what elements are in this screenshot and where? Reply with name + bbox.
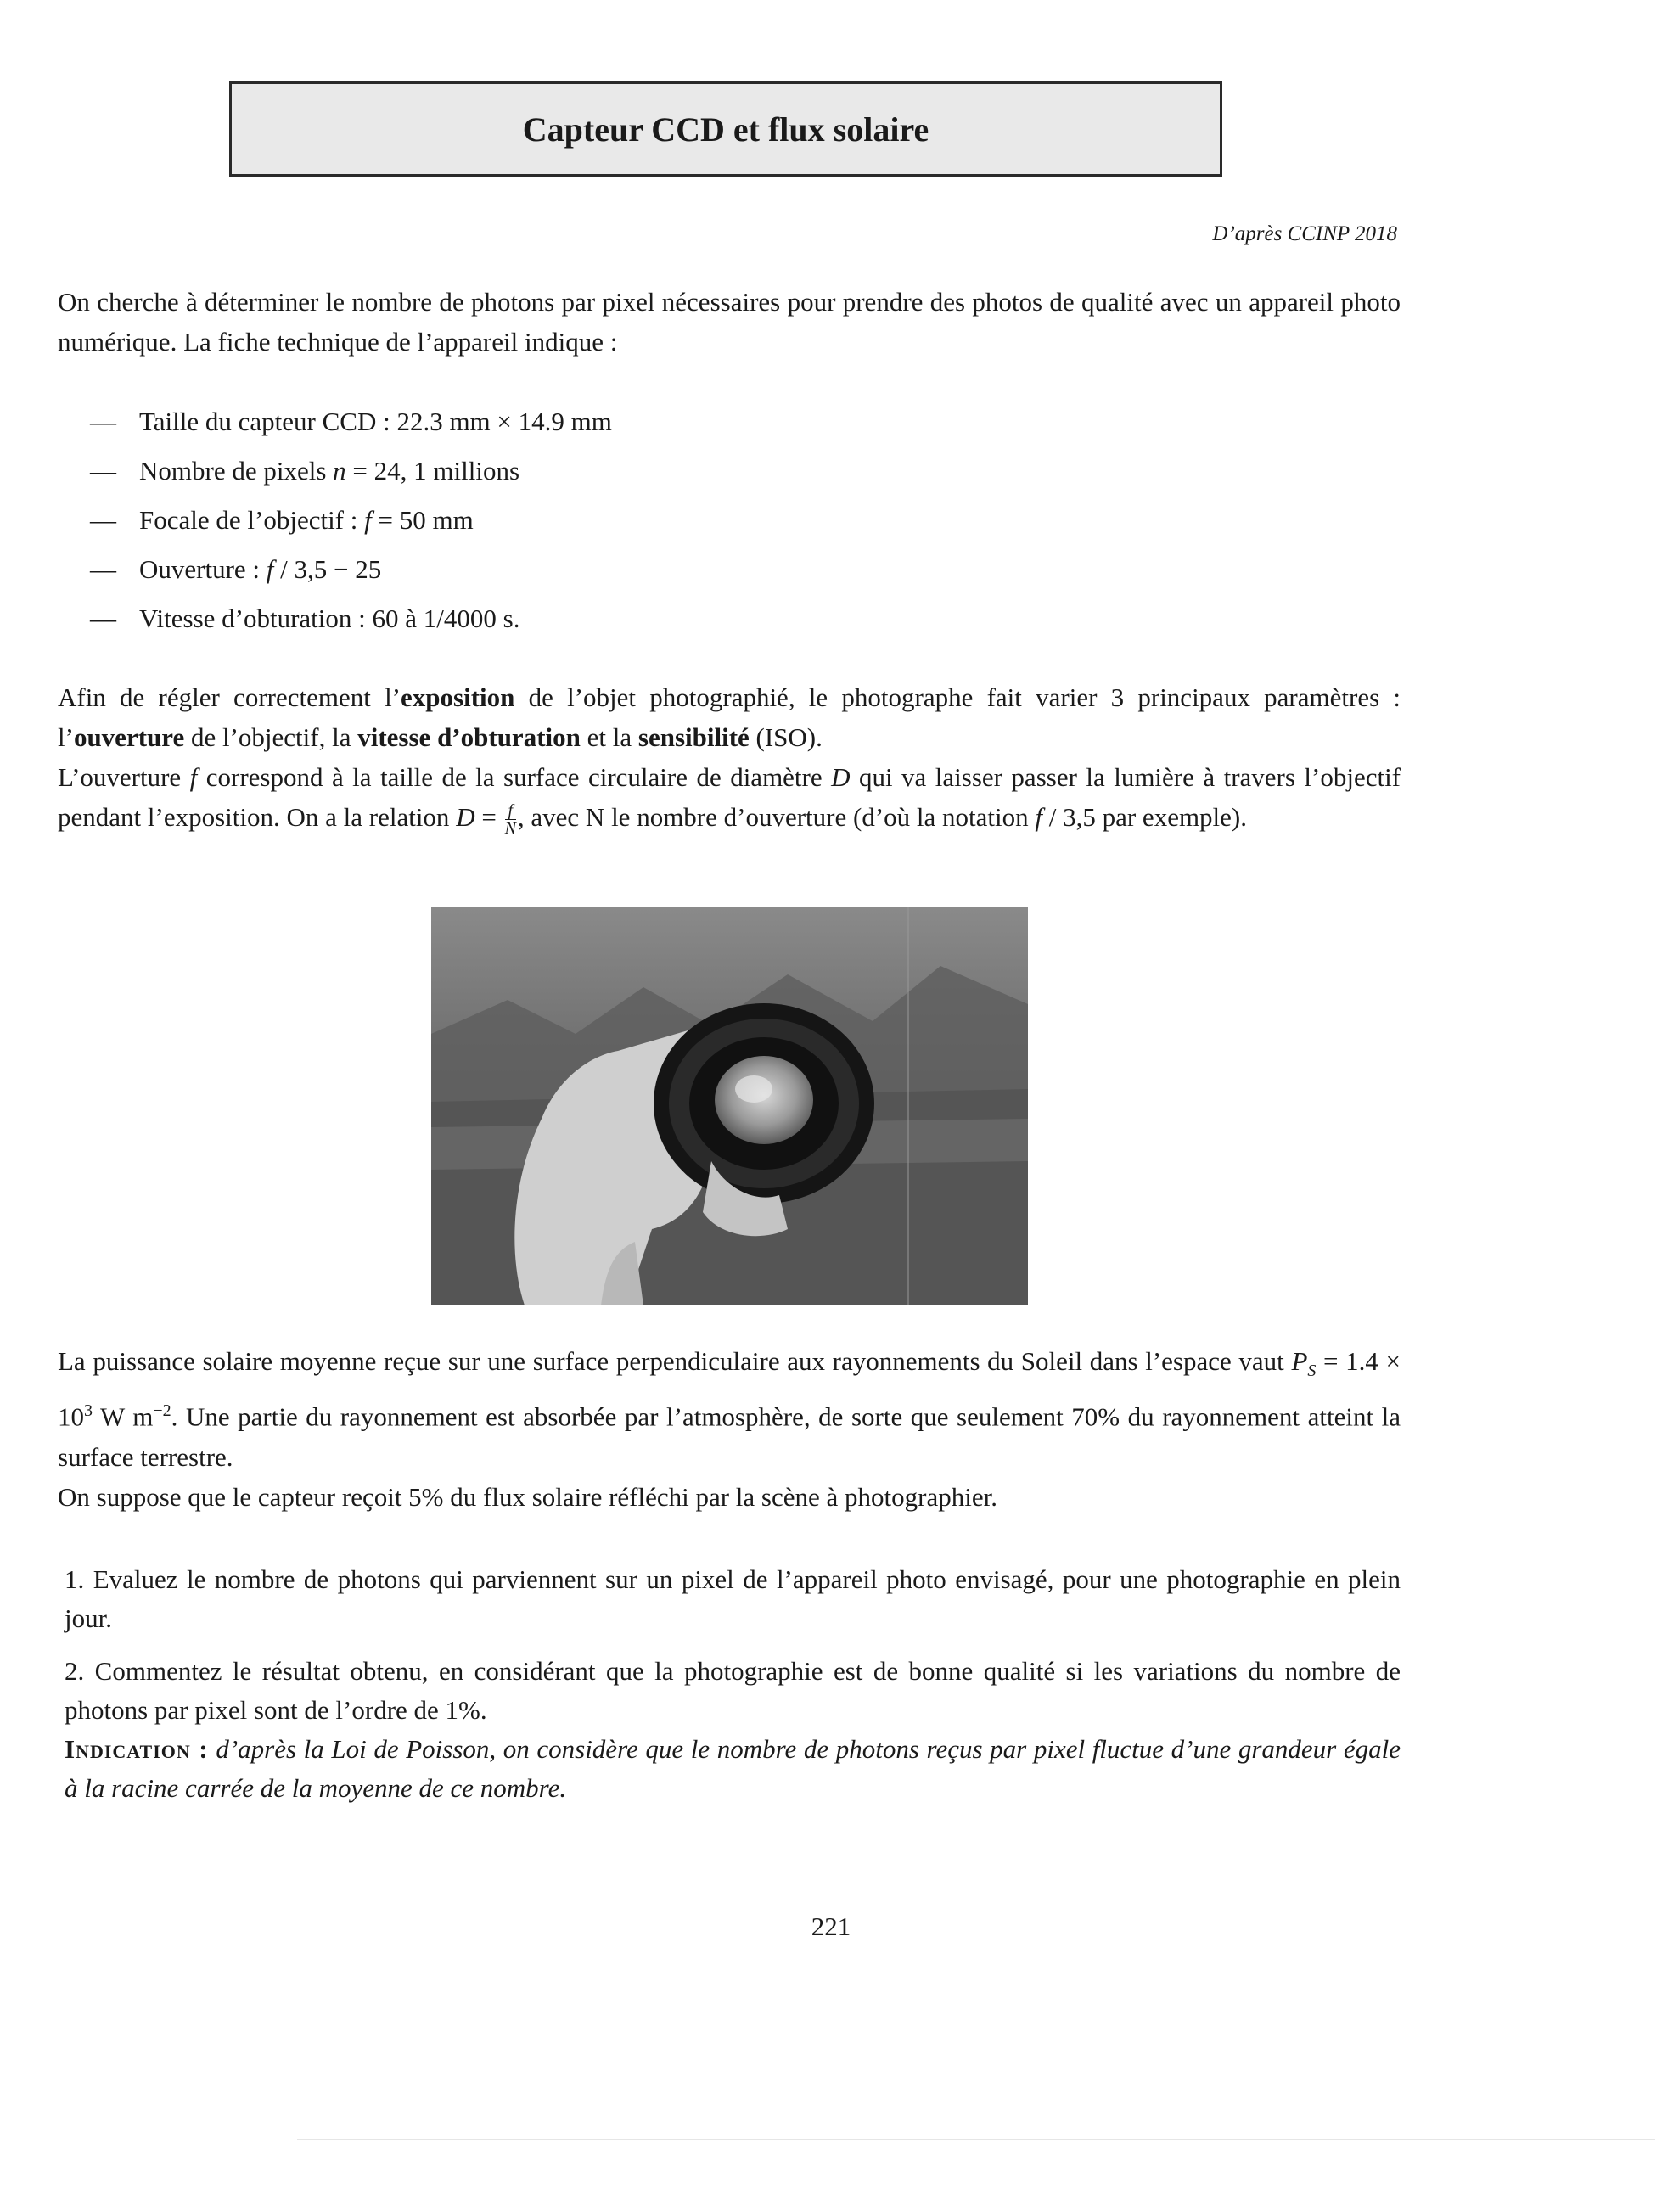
exposure-sentence-2: L’ouverture f correspond à la taille de la surface circulaire de diamètre D qui va laisser passer la lumière à travers l’objectif pendant l’exposition. On a la relation D = $\frac{f}{N}$ , avec N le nombre d’ouverture (d’où la notation f / 3,5 par exemple).: [58, 762, 1401, 839]
question-1: 1. Evaluez le nombre de photons qui parviennent sur un pixel de l’appareil photo envisagé, pour une photographie en plein jour.: [65, 1564, 1401, 1633]
spec-aperture: — Ouverture : f / 3,5 − 25: [90, 554, 382, 584]
spec-focal: — Focale de l’objectif : f = 50 mm: [90, 505, 474, 535]
spec-shutter: — Vitesse d’obturation : 60 à 1/4000 s.: [90, 604, 520, 633]
solar-paragraph: La puissance solaire moyenne reçue sur une surface perpendiculaire aux rayonnements du Soleil dans l’espace vaut $P_S = 1.4 \times 10^3$ W $m^{-2}$. Une partie du rayonnement est absorbée par l’atmosphère, de sorte que seulement 70% du rayonnement atteint la surface terrestre. On suppose que le capteur reçoit 5% du flux solaire réfléchi par la scène à photographier.: [58, 1346, 1401, 1512]
fraction-f-over-n: $\frac{f}{N}$: [504, 801, 516, 839]
exposure-paragraph: [58, 677, 1401, 837]
title-box: [229, 81, 1222, 177]
lens-photo: [431, 907, 1028, 1305]
page-number: 221: [811, 1912, 851, 1941]
footer-rule: [297, 2139, 1655, 2140]
exposure-sentence-1: Afin de régler correctement l’exposition de l’objet photographié, le photographe fait varier 3 principaux paramètres : l’ouverture de l’objectif, la vitesse d’obturation et la sensibilité (ISO).: [58, 682, 1401, 752]
lens-photo-illustration: [431, 907, 1028, 1305]
indication-text: d’après la Loi de Poisson, on considère que le nombre de photons reçus par pixel fluctue d’une grandeur égale à la racine carrée de la moyenne de ce nombre.: [65, 1734, 1401, 1803]
spec-sensor: — Taille du capteur CCD : 22.3 mm × 14.9 mm: [90, 407, 612, 436]
ps-symbol: $P_S$: [1291, 1346, 1317, 1381]
source-reference: D’après CCINP 2018: [1212, 222, 1397, 245]
indication-label: Indication :: [65, 1734, 209, 1764]
spec-list: [90, 397, 612, 643]
question-2: 2. Commentez le résultat obtenu, en considérant que la photographie est de bonne qualité si les variations du nombre de photons par pixel sont de l’ordre de 1%. Indication : d’après la Loi de Poisson, on considère que le nombre de photons reçus par pixel fluctue d’une grandeur égale à la racine carrée de la moyenne de ce nombre.: [65, 1656, 1401, 1803]
page-title: Capteur CCD et flux solaire: [522, 109, 929, 149]
spec-pixels: — Nombre de pixels n = 24, 1 millions: [90, 456, 520, 486]
intro-paragraph: On cherche à déterminer le nombre de photons par pixel nécessaires pour prendre des photos de qualité avec un appareil photo numérique. La fiche technique de l’appareil indique :: [58, 287, 1401, 357]
